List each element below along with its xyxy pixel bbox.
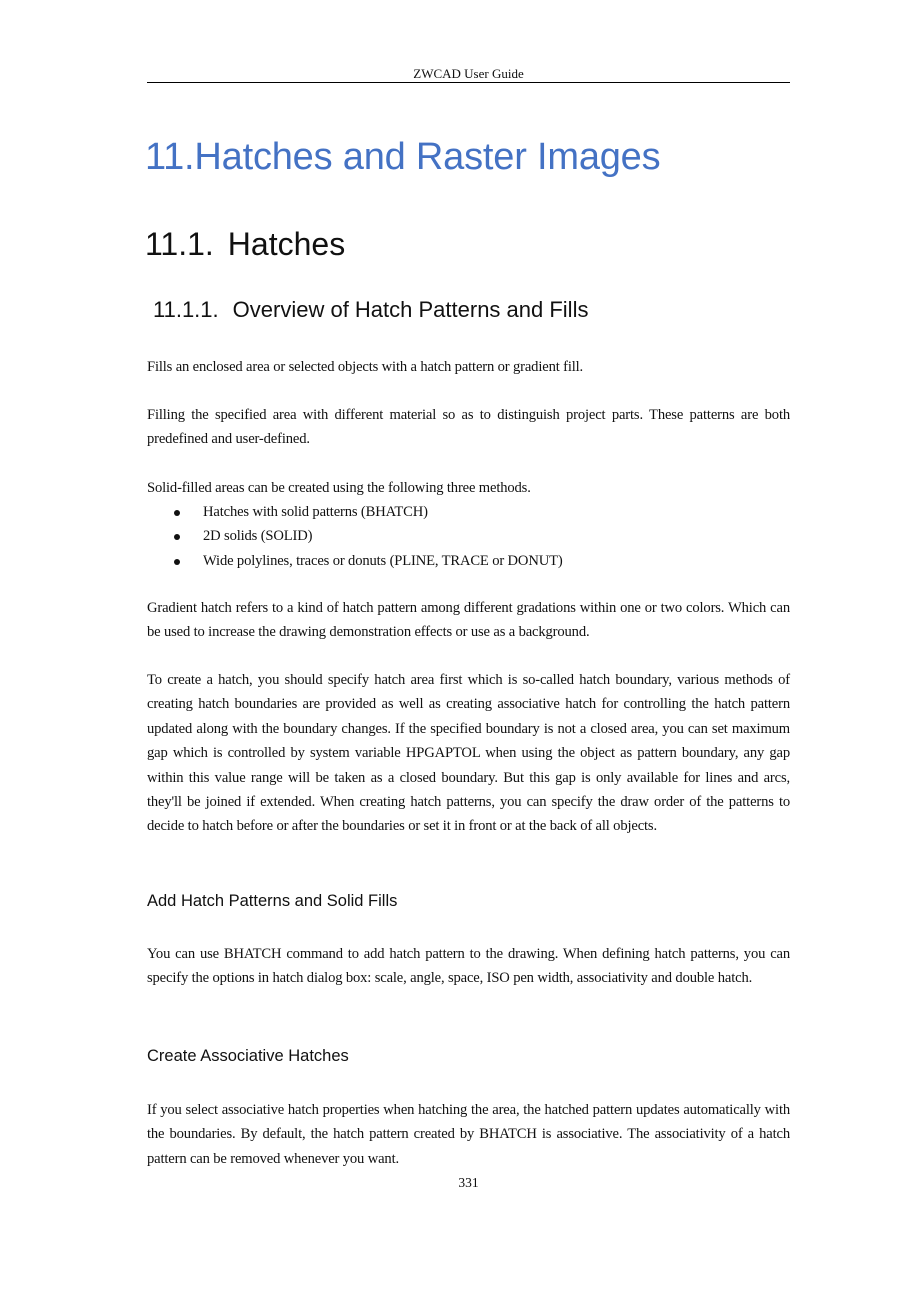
- paragraph-solid-filled: Solid-filled areas can be created using the following three methods.: [147, 480, 531, 496]
- chapter-heading: [145, 132, 660, 182]
- paragraph-fills-intro: Fills an enclosed area or selected objects with a hatch pattern or gradient fill.: [147, 359, 584, 375]
- chapter-title: Hatches and Raster Images: [194, 136, 661, 178]
- chapter-number: 11.: [145, 136, 195, 178]
- subsection-title: Overview of Hatch Patterns and Fills: [232, 297, 589, 322]
- page-number: 331: [458, 1175, 479, 1190]
- running-header: ZWCAD User Guide: [413, 66, 524, 81]
- list-item: Wide polylines, traces or donuts (PLINE, TRACE or DONUT): [147, 549, 790, 573]
- bullet-icon: [174, 559, 180, 565]
- subsection-heading: [153, 295, 588, 325]
- paragraph-filling-area: Filling the specified area with different material so as to distinguish project parts. These patterns are both predefined and user-defined.: [147, 407, 790, 448]
- header-rule: [147, 82, 790, 83]
- heading-associative-hatches: Create Associative Hatches: [147, 1047, 349, 1065]
- heading-add-hatch: Add Hatch Patterns and Solid Fills: [147, 892, 398, 910]
- bullet-icon: [174, 534, 180, 540]
- bullet-icon: [174, 510, 180, 516]
- methods-list: [147, 500, 790, 573]
- list-item: 2D solids (SOLID): [147, 524, 790, 548]
- section-title: Hatches: [227, 226, 346, 262]
- paragraph-bhatch-command: You can use BHATCH command to add hatch pattern to the drawing. When defining hatch patterns, you can specify the options in hatch dialog box: scale, angle, space, ISO pen width, associativity and double hatch.: [147, 946, 790, 987]
- subsection-number: 11.1.1.: [153, 297, 219, 322]
- list-item: Hatches with solid patterns (BHATCH): [147, 500, 790, 524]
- paragraph-gradient-hatch: Gradient hatch refers to a kind of hatch pattern among different gradations within one or two colors. Which can be used to increase the drawing demonstration effects or use as a background.: [147, 600, 790, 641]
- section-number: 11.1.: [145, 226, 214, 262]
- section-heading: [145, 223, 345, 265]
- paragraph-associative: If you select associative hatch properties when hatching the area, the hatched pattern updates automatically with the boundaries. By default, the hatch pattern created by BHATCH is associative. The associativity of a hatch pattern can be removed whenever you want.: [147, 1102, 790, 1167]
- paragraph-create-hatch: To create a hatch, you should specify hatch area first which is so-called hatch boundary, various methods of creating hatch boundaries are provided as well as creating associative hatch for controlling the hatch pattern updated along with the boundary changes. If the specified boundary is not a closed area, you can set maximum gap which is controlled by system variable HPGAPTOL when using the object as pattern boundary, any gap within this value range will be taken as a closed boundary. But this gap is only available for lines and arcs, they'll be joined if extended. When creating hatch patterns, you can specify the draw order of the patterns to decide to hatch before or after the boundaries or set it in front or at the back of all objects.: [147, 672, 790, 835]
